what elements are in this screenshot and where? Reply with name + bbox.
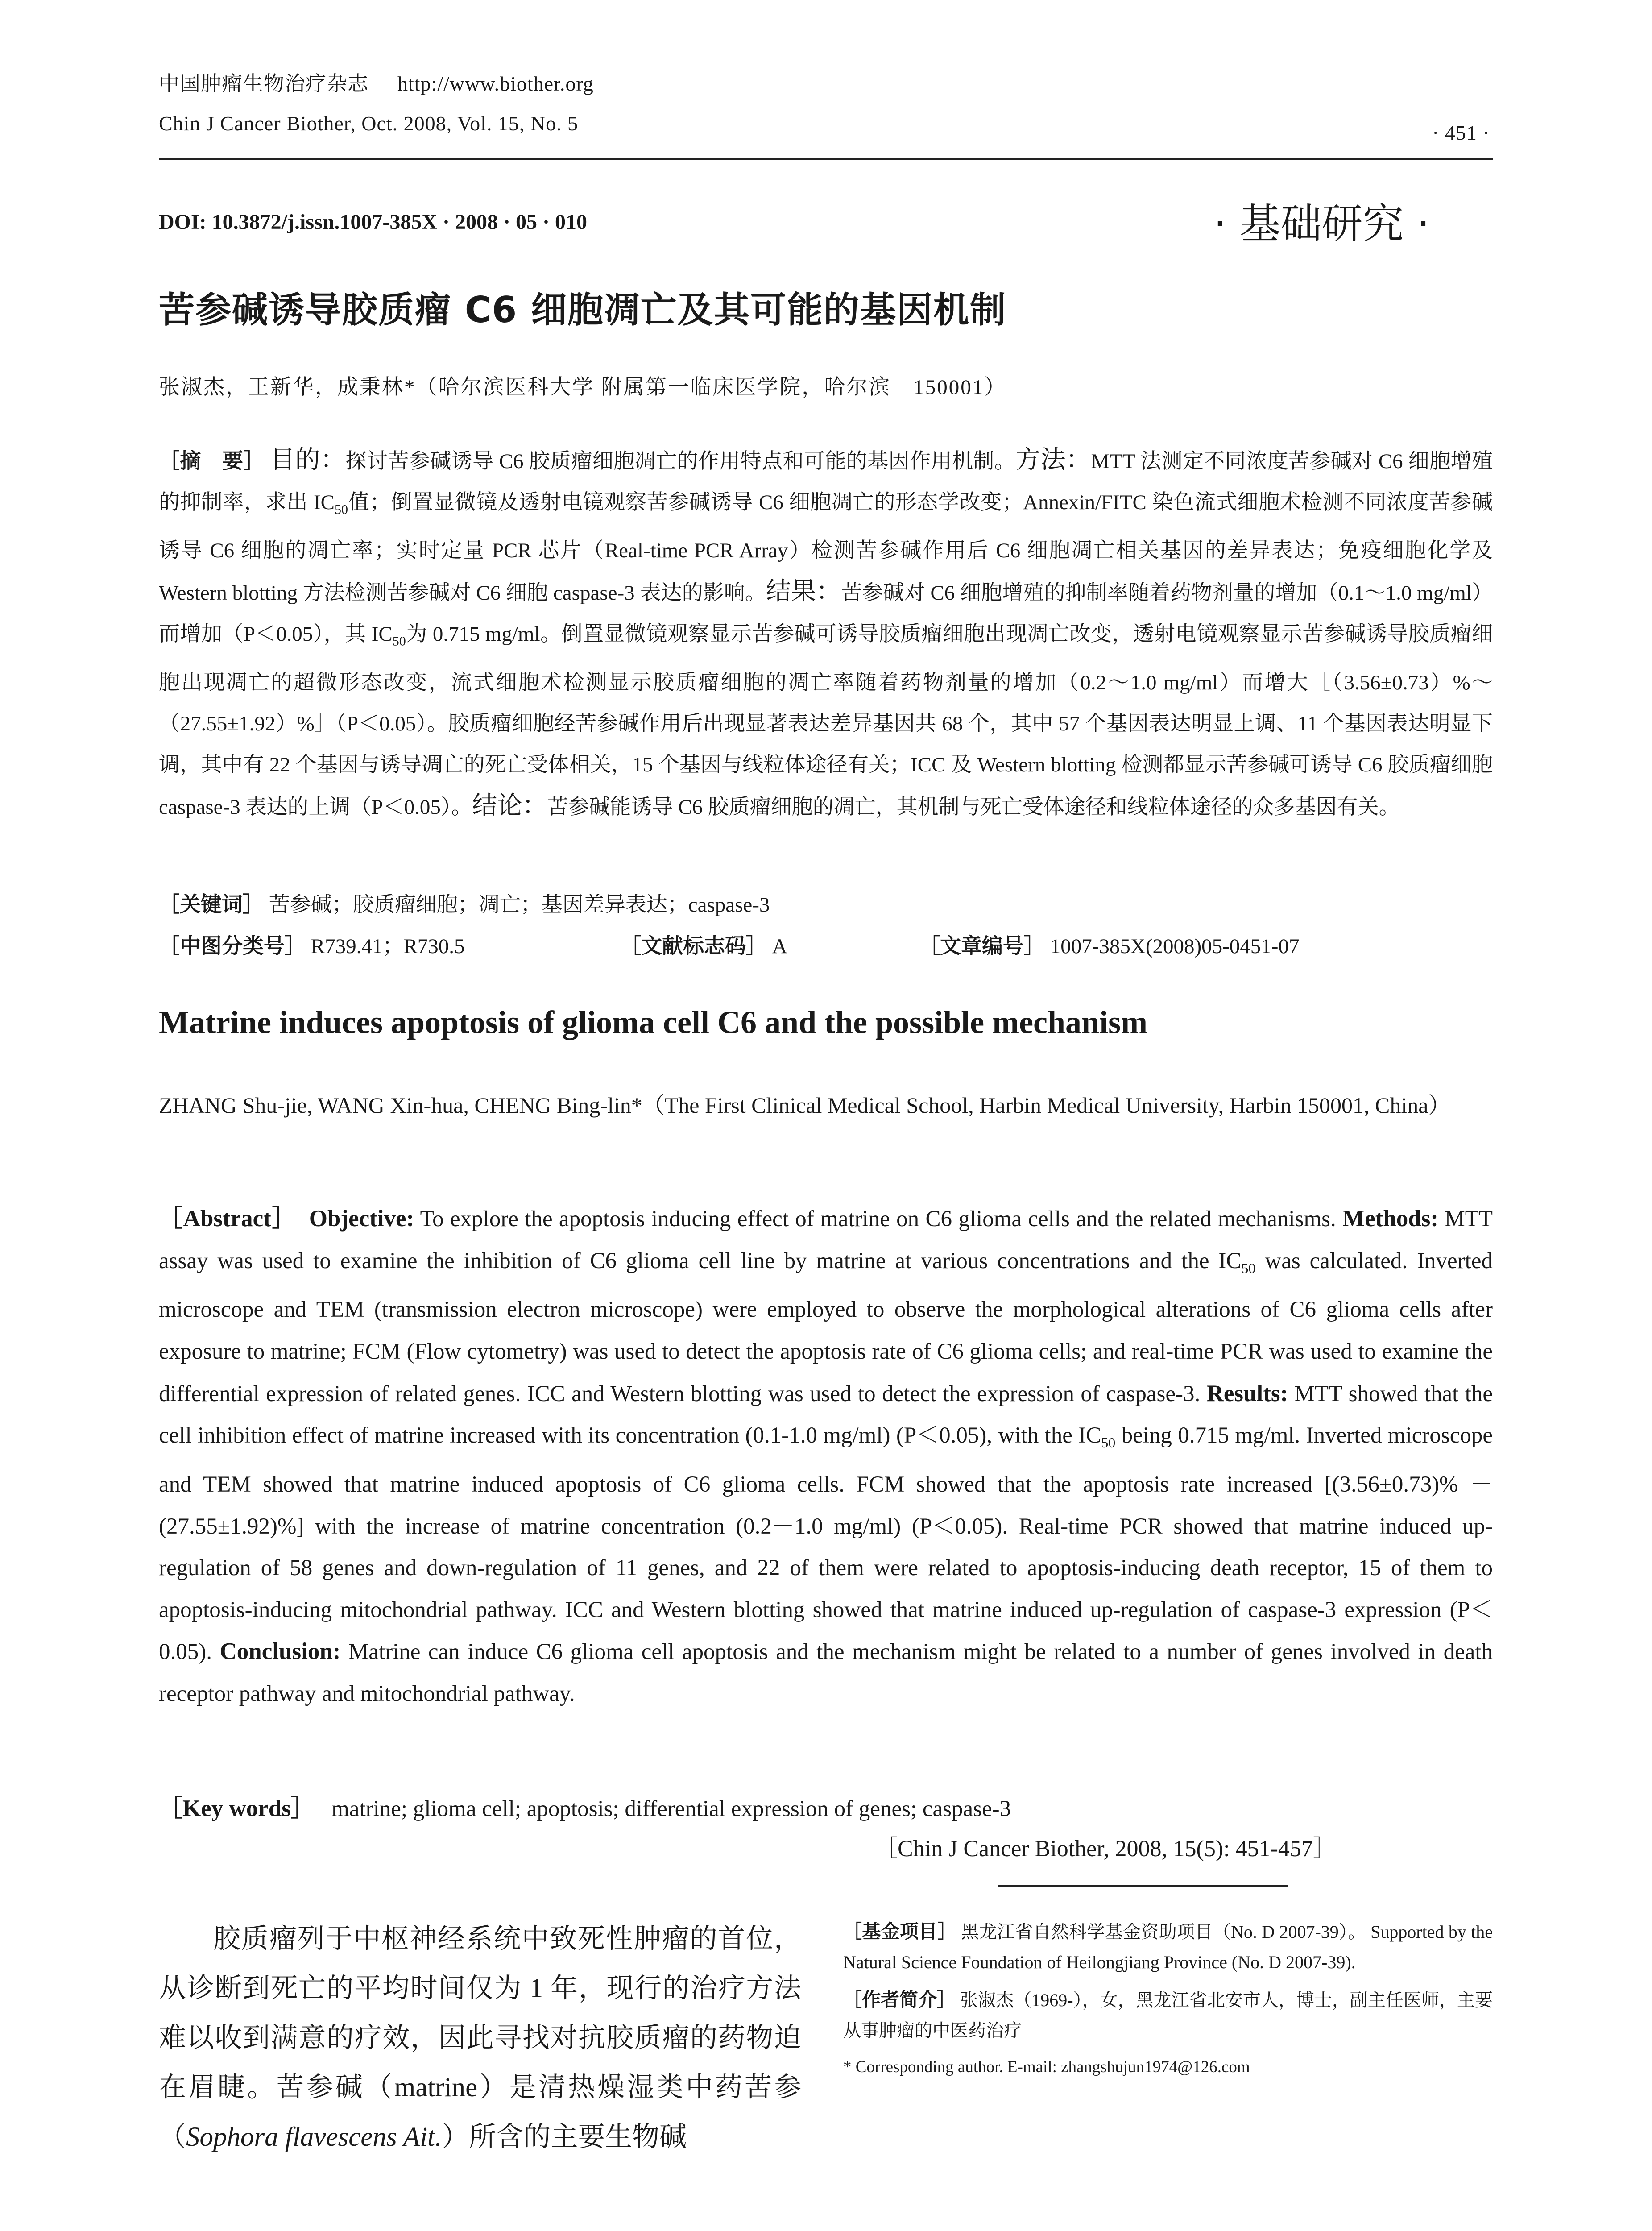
conclusion-en: Matrine can induce C6 glioma cell apoptosis and the mechanism might be related to a number of genes involved in death receptor pathway and mitochondrial pathway.	[159, 1639, 1493, 1706]
citation: ［Chin J Cancer Biother, 2008, 15(5): 451-457］	[874, 1836, 1336, 1862]
conclusion-cn: 苦参碱能诱导 C6 胶质瘤细胞的凋亡，其机制与死亡受体途径和线粒体途径的众多基因有关。	[547, 795, 1400, 819]
results-en-part2: being 0.715 mg/ml. Inverted microscope and TEM showed that matrine induced apoptosis of C6 glioma cells. FCM showed that the apoptosis rate increased [(3.56±0.73)% －(27.55±1.92)%] with the increase of matrine concentration (0.2－1.0 mg/ml) (P＜0.05). Real-time PCR showed that matrine induced up-regulation of 58 genes and down-regulation of 11 genes, and 22 of them were related to apoptosis-inducing death receptor, 15 of them to apoptosis-inducing mitochondrial pathway. ICC and Western blotting showed that matrine induced up-regulation of caspase-3 expression (P＜0.05).	[159, 1423, 1493, 1665]
article-number	[919, 929, 1299, 959]
article-no-value: 1007-385X(2008)05-0451-07	[1050, 935, 1300, 958]
conclusion-label-cn: 结论：	[472, 792, 547, 820]
objective-label-en: Objective:	[309, 1206, 414, 1232]
ic50-subscript: 50	[334, 502, 348, 517]
clc-label: ［中图分类号］	[159, 934, 306, 958]
keywords-en	[159, 1789, 1011, 1823]
funding-note	[843, 1916, 1493, 1978]
article-title-en: Matrine induces apoptosis of glioma cell C6 and the possible mechanism	[159, 1004, 1148, 1040]
abstract-cn	[159, 440, 1493, 828]
objective-en: To explore the apoptosis inducing effect of matrine on C6 glioma cells and the related mechanisms.	[414, 1207, 1343, 1232]
ic50-subscript: 50	[1241, 1260, 1256, 1276]
author-bio-label: ［作者简介］	[843, 1989, 956, 2011]
footnote-separator	[998, 1885, 1288, 1887]
authors-cn: 张淑杰，王新华，成秉林*（哈尔滨医科大学 附属第一临床医学院，哈尔滨 150001）	[159, 376, 1007, 399]
methods-en-part2: was calculated. Inverted microscope and TEM (transmission electron microscope) were employed to observe the morphological alterations of C6 glioma cells after exposure to matrine; FCM (Flow cytometry) was used to detect the apoptosis rate of C6 glioma cells; and real-time PCR was used to examine the differential expression of related genes. ICC and Western blotting was used to detect the expression of caspase-3.	[159, 1248, 1493, 1406]
methods-cn-part1: MTT 法测定不同浓度苦参碱对 C6 细胞增殖的抑制率，求出 IC	[159, 450, 1493, 514]
results-label-en: Results:	[1206, 1380, 1288, 1406]
objective-label-cn: 目的：	[270, 446, 346, 474]
funding-label: ［基金项目］	[843, 1920, 956, 1942]
page-number: · 451 ·	[1432, 121, 1490, 144]
doi: DOI: 10.3872/j.issn.1007-385X · 2008 · 05 · 010	[159, 210, 588, 234]
doc-code-value: A	[772, 935, 787, 958]
running-header-line1	[159, 70, 594, 97]
funding-en: Supported by the Natural Science Foundation of Heilongjiang Province (No. D 2007-39).	[843, 1922, 1493, 1972]
clc-number	[159, 929, 464, 959]
journal-url[interactable]: http://www.biother.org	[397, 72, 594, 95]
body-text-part2: ）所含的主要生物碱	[442, 2122, 687, 2152]
corresponding-author: * Corresponding author. E-mail: zhangshujun1974@126.com	[843, 2058, 1250, 2076]
abstract-en	[159, 1198, 1493, 1715]
footnotes	[843, 1916, 1493, 2082]
section-tag: · 基础研究 ·	[1213, 200, 1430, 248]
ic50-subscript: 50	[1101, 1435, 1116, 1451]
keywords-en-label: ［Key words］	[159, 1796, 315, 1821]
article-no-label: ［文章编号］	[919, 934, 1045, 958]
ic50-subscript: 50	[392, 634, 406, 649]
results-cn-part2: 为 0.715 mg/ml。倒置显微镜观察显示苦参碱可诱导胶质瘤细胞出现凋亡改变，透射电镜观察显示苦参碱诱导胶质瘤细胞出现凋亡的超微形态改变，流式细胞术检测显示胶质瘤细胞的凋亡率随着药物剂量的增加（0.2～1.0 mg/ml）而增大［（3.56±0.73）%～（27.55±1.92）%］（P＜0.05）。胶质瘤细胞经苦参碱作用后出现显著表达差异基因共 68 个，其中 57 个基因表达明显上调、11 个基因表达明显下调，其中有 22 个基因与诱导凋亡的死亡受体相关，15 个基因与线粒体途径有关；ICC 及 Western blotting 检测都显示苦参碱可诱导 C6 胶质瘤细胞 caspase-3 表达的上调（P＜0.05）。	[159, 622, 1493, 819]
methods-en-part1: MTT assay was used to examine the inhibition of C6 glioma cell line by matrine at various concentrations and the IC	[159, 1207, 1493, 1273]
keywords-cn-text: 苦参碱；胶质瘤细胞；凋亡；基因差异表达；caspase-3	[269, 893, 770, 916]
objective-cn: 探讨苦参碱诱导 C6 胶质瘤细胞凋亡的作用特点和可能的基因作用机制。	[345, 450, 1016, 473]
keywords-cn	[159, 888, 770, 918]
abstract-en-label: ［Abstract］	[159, 1206, 297, 1232]
body-paragraph	[159, 1914, 801, 2162]
keywords-cn-label: ［关键词］	[159, 892, 264, 917]
author-bio-note	[843, 1985, 1493, 2046]
keywords-en-text: matrine; glioma cell; apoptosis; differential expression of genes; caspase-3	[331, 1796, 1011, 1821]
document-code	[620, 929, 787, 959]
author-bio: 张淑杰（1969-），女，黑龙江省北安市人，博士，副主任医师，主要从事肿瘤的中医药治疗	[843, 1990, 1493, 2040]
header-rule	[159, 158, 1493, 160]
methods-label-en: Methods:	[1342, 1206, 1438, 1232]
species-name: Sophora flavescens Ait.	[186, 2122, 442, 2152]
abstract-cn-label: ［摘 要］	[159, 449, 265, 473]
conclusion-label-en: Conclusion:	[219, 1638, 341, 1665]
methods-cn-part2: 值；倒置显微镜及透射电镜观察苦参碱诱导 C6 细胞凋亡的形态学改变；Annexin/FITC 染色流式细胞术检测不同浓度苦参碱诱导 C6 细胞的凋亡率；实时定量 PCR 芯片（Real-time PCR Array）检测苦参碱作用后 C6 细胞凋亡相关基因的差异表达；免疫细胞化学及 Western blotting 方法检测苦参碱对 C6 细胞 caspase-3 表达的影响。	[159, 491, 1493, 605]
results-en-part1: MTT showed that the cell inhibition effect of matrine increased with its concentration (0.1-1.0 mg/ml) (P＜0.05), with the IC	[159, 1381, 1493, 1448]
doc-code-label: ［文献标志码］	[620, 934, 767, 958]
results-cn-part1: 苦参碱对 C6 细胞增殖的抑制率随着药物剂量的增加（0.1～1.0 mg/ml）而增加（P＜0.05），其 IC	[159, 581, 1493, 646]
funding-cn: 黑龙江省自然科学基金资助项目（No. D 2007-39）。	[961, 1922, 1366, 1942]
article-title-cn: 苦参碱诱导胶质瘤 C6 细胞凋亡及其可能的基因机制	[159, 289, 1007, 331]
authors-en: ZHANG Shu-jie, WANG Xin-hua, CHENG Bing-lin*（The First Clinical Medical School, Harbin Medical University, Harbin 150001, China）	[159, 1093, 1451, 1118]
clc-value: R739.41；R730.5	[311, 935, 465, 958]
journal-name-cn: 中国肿瘤生物治疗杂志	[159, 72, 368, 95]
body-text-part1: 胶质瘤列于中枢神经系统中致死性肿瘤的首位，从诊断到死亡的平均时间仅为 1 年，现行的治疗方法难以收到满意的疗效，因此寻找对抗胶质瘤的药物迫在眉睫。苦参碱（matrine）是清热燥湿类中药苦参（	[159, 1924, 801, 2152]
results-label-cn: 结果：	[766, 578, 841, 606]
journal-citation-header: Chin J Cancer Biother, Oct. 2008, Vol. 15, No. 5	[159, 112, 579, 135]
methods-label-cn: 方法：	[1015, 446, 1091, 474]
